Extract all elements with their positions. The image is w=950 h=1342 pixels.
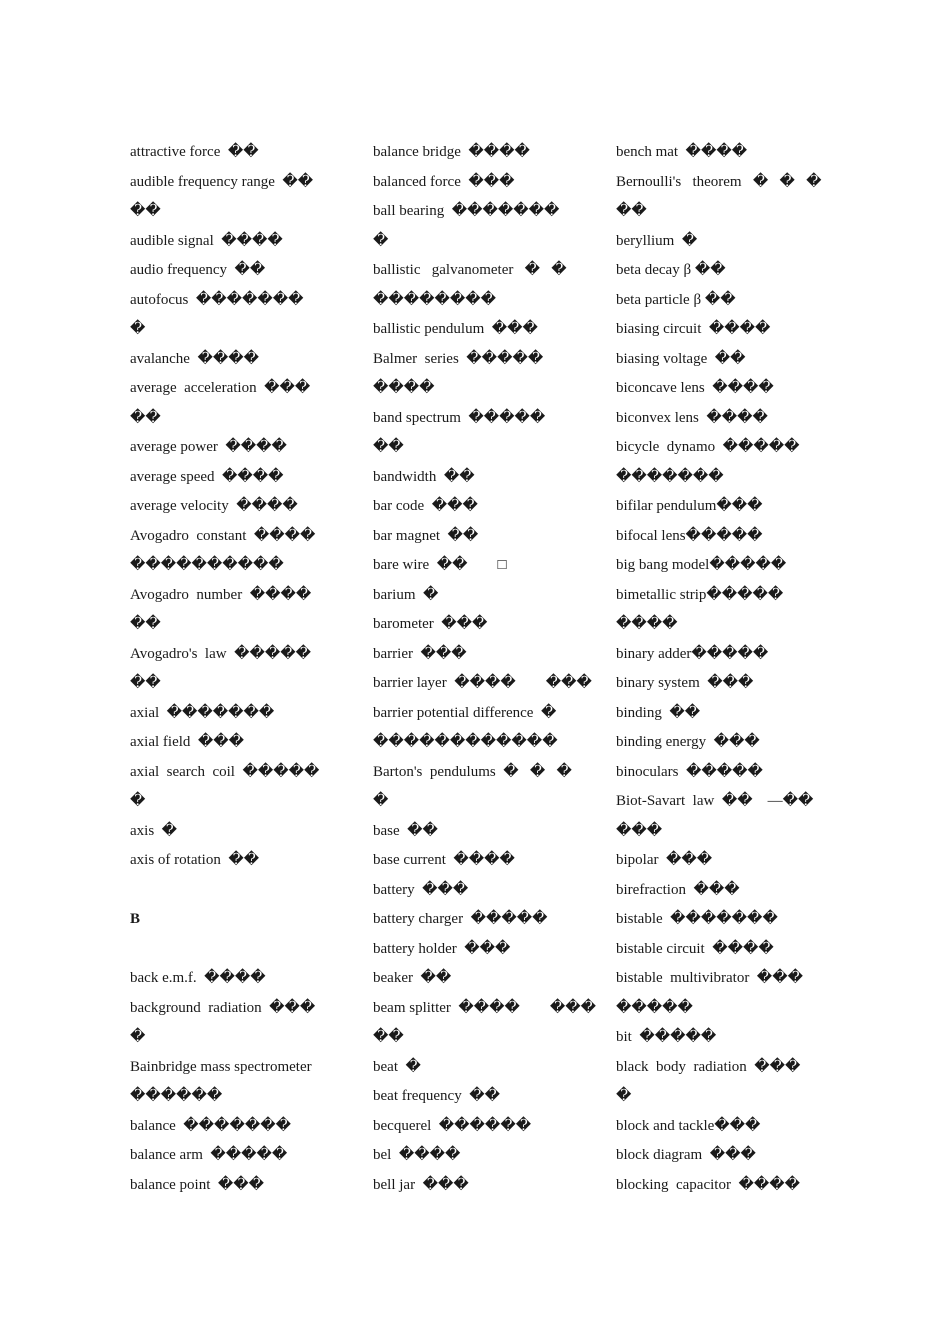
glossary-line: Bernoulli's theorem � � �: [616, 173, 822, 190]
column-3: [616, 138, 822, 1200]
glossary-line: bistable circuit ����: [616, 940, 774, 957]
glossary-line: black body radiation ���: [616, 1058, 801, 1075]
blank-line: [130, 876, 345, 906]
glossary-line: Barton's pendulums � � �: [373, 763, 572, 780]
glossary-line: background radiation ���: [130, 999, 316, 1016]
glossary-line: balance arm �����: [130, 1147, 288, 1163]
glossary-line: becquerel ������: [373, 1117, 532, 1134]
glossary-line: bel ����: [373, 1147, 461, 1163]
glossary-line: binary adder�����: [616, 645, 769, 662]
glossary-line: beat �: [373, 1058, 421, 1075]
glossary-line: binoculars �����: [616, 763, 763, 780]
glossary-line: ballistic galvanometer � �: [373, 262, 567, 278]
glossary-line: block diagram ���: [616, 1147, 756, 1163]
glossary-line: ��������: [373, 291, 497, 308]
glossary-line: axis of rotation ��: [130, 852, 260, 868]
glossary-line: bit �����: [616, 1029, 717, 1045]
glossary-line: block and tackle���: [616, 1117, 761, 1134]
glossary-line: ��: [130, 203, 161, 219]
glossary-line: back e.m.f. ����: [130, 970, 266, 986]
glossary-line: ����������: [130, 557, 284, 573]
glossary-line: beat frequency ��: [373, 1088, 500, 1104]
glossary-line: Avogadro constant ����: [130, 527, 316, 544]
glossary-line: base ��: [373, 822, 438, 839]
glossary-line: average velocity ����: [130, 498, 298, 514]
glossary-line: Avogadro's law �����: [130, 645, 311, 662]
glossary-line: bare wire �� □: [373, 557, 507, 573]
glossary-line: bimetallic strip�����: [616, 586, 784, 603]
glossary-line: battery ���: [373, 881, 469, 898]
glossary-line: ��: [373, 1029, 404, 1045]
glossary-line: birefraction ���: [616, 881, 740, 898]
glossary-line: ������: [130, 1088, 223, 1104]
glossary-line: axial �������: [130, 704, 275, 721]
glossary-line: barrier potential difference �: [373, 704, 557, 721]
glossary-line: average acceleration ���: [130, 380, 311, 396]
glossary-line: blocking capacitor ����: [616, 1176, 800, 1193]
glossary-line: ��: [130, 675, 161, 691]
glossary-line: audible frequency range ��: [130, 173, 314, 190]
glossary-line: �: [616, 1088, 632, 1104]
glossary-line: �: [130, 321, 146, 337]
glossary-line: ballistic pendulum ���: [373, 321, 538, 337]
glossary-line: balance point ���: [130, 1176, 265, 1193]
glossary-line: binding energy ���: [616, 734, 760, 750]
glossary-line: bar code ���: [373, 498, 478, 514]
glossary-line: axial field ���: [130, 734, 245, 750]
glossary-line: �: [373, 793, 389, 809]
glossary-line: ��: [373, 439, 404, 455]
glossary-line: �: [130, 1029, 146, 1045]
glossary-line: biasing circuit ����: [616, 321, 771, 337]
glossary-line: Avogadro number ����: [130, 586, 312, 603]
glossary-line: barrier ���: [373, 645, 467, 662]
glossary-line: bench mat ����: [616, 144, 748, 160]
glossary-line: Balmer series �����: [373, 350, 544, 367]
glossary-line: base current ����: [373, 852, 515, 868]
glossary-line: average speed ����: [130, 468, 284, 485]
glossary-line: autofocus �������: [130, 291, 304, 308]
glossary-line: bell jar ���: [373, 1176, 469, 1193]
glossary-line: ���: [616, 822, 663, 839]
glossary-line: ����: [616, 616, 678, 632]
glossary-line: biconcave lens ����: [616, 380, 774, 396]
glossary-line: beaker ��: [373, 970, 452, 986]
glossary-line: bifocal lens�����: [616, 527, 763, 544]
glossary-line: ������������: [373, 734, 558, 750]
glossary-line: bipolar ���: [616, 852, 713, 868]
glossary-line: barium �: [373, 586, 439, 603]
glossary-line: beta decay β ��: [616, 262, 726, 278]
glossary-line: balance �������: [130, 1117, 291, 1134]
glossary-line: balanced force ���: [373, 173, 515, 190]
glossary-line: bar magnet ��: [373, 527, 479, 544]
glossary-line: �: [373, 232, 389, 249]
glossary-line: bicycle dynamo �����: [616, 439, 800, 455]
glossary-line: bifilar pendulum���: [616, 498, 763, 514]
glossary-line: ��: [616, 203, 647, 219]
glossary-line: axis �: [130, 822, 178, 839]
column-1: [130, 138, 345, 1200]
glossary-line: audible signal ����: [130, 232, 283, 249]
glossary-line: barometer ���: [373, 616, 488, 632]
glossary-line: battery holder ���: [373, 940, 511, 957]
glossary-line: axial search coil �����: [130, 763, 320, 780]
glossary-line: �: [130, 793, 146, 809]
glossary-line: bistable �������: [616, 911, 778, 927]
glossary-line: audio frequency ��: [130, 262, 266, 278]
glossary-line: band spectrum �����: [373, 409, 546, 426]
glossary-line: beam splitter ���� ���: [373, 999, 597, 1016]
glossary-line: Bainbridge mass spectrometer: [130, 1058, 312, 1075]
glossary-line: bandwidth ��: [373, 468, 475, 485]
glossary-line: biconvex lens ����: [616, 409, 768, 426]
glossary-line: binding ��: [616, 704, 701, 721]
blank-line: [130, 935, 345, 965]
glossary-line: ball bearing �������: [373, 203, 560, 219]
glossary-line: attractive force ��: [130, 144, 259, 160]
glossary-line: binary system ���: [616, 675, 754, 691]
glossary-line: bistable multivibrator ���: [616, 970, 803, 986]
glossary-line: �������: [616, 468, 724, 485]
glossary-line: ����: [373, 380, 435, 396]
glossary-line: ��: [130, 409, 161, 426]
column-2: [373, 138, 597, 1200]
glossary-line: battery charger �����: [373, 911, 548, 927]
glossary-line: barrier layer ���� ���: [373, 675, 592, 691]
glossary-line: avalanche ����: [130, 350, 259, 367]
glossary-line: beryllium �: [616, 232, 698, 249]
glossary-line: average power ����: [130, 439, 287, 455]
glossary-line: �����: [616, 999, 693, 1016]
glossary-line: beta particle β ��: [616, 291, 736, 308]
glossary-line: balance bridge ����: [373, 144, 530, 160]
glossary-line: big bang model�����: [616, 557, 787, 573]
glossary-line: biasing voltage ��: [616, 350, 746, 367]
glossary-line: Biot-Savart law �� —��: [616, 793, 814, 809]
section-heading: B: [130, 911, 141, 927]
glossary-line: ��: [130, 616, 161, 632]
